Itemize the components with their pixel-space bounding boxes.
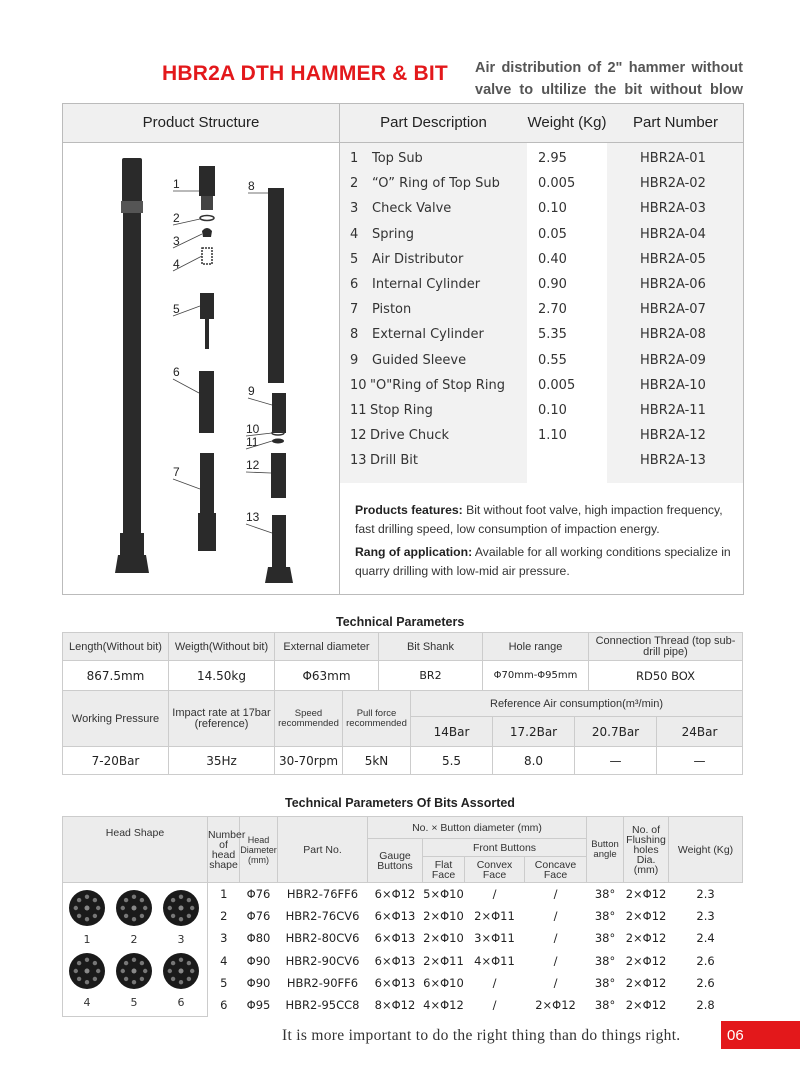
val-air20: — [575, 747, 657, 775]
th-front: Front Buttons [423, 839, 587, 857]
part-description: "O"Ring of Stop Ring [370, 377, 505, 393]
bit-convex: 2×Φ11 [465, 905, 525, 927]
bit-flushing: 2×Φ12 [624, 905, 669, 927]
val-connection: RD50 BOX [589, 661, 743, 691]
th-speed: Speed recommended [275, 691, 343, 747]
range-body: Available for all working conditions specialize in quarry drilling with low-mid air pressure. [355, 545, 731, 578]
th-p17: 17.2Bar [493, 717, 575, 747]
bit-flat: 6×Φ10 [423, 972, 465, 994]
val-pressure: 7-20Bar [63, 747, 169, 775]
bit-flat: 2×Φ10 [423, 905, 465, 927]
bit-part-no: HBR2-90FF6 [278, 972, 368, 994]
part-description: Drill Bit [370, 453, 418, 469]
bit-head-dia: Φ95 [240, 994, 278, 1016]
part-weight: 0.005 [538, 377, 576, 393]
part-number: HBR2A-09 [640, 352, 706, 368]
th-bit-shank: Bit Shank [379, 633, 483, 661]
part-description: “O” Ring of Top Sub [372, 176, 500, 192]
part-description: Piston [372, 302, 412, 318]
th-air: Reference Air consumption(m³/min) [411, 691, 743, 717]
th-flat: Flat Face [423, 857, 465, 883]
bit-flat: 2×Φ11 [423, 949, 465, 971]
bit-angle: 38° [587, 949, 624, 971]
bit-angle: 38° [587, 994, 624, 1016]
parts-table [340, 143, 743, 483]
part-number: HBR2A-12 [640, 428, 706, 444]
bit-head-dia: Φ80 [240, 927, 278, 949]
part-row [340, 248, 743, 273]
bit-flushing: 2×Φ12 [624, 883, 669, 905]
part-weight: 0.90 [538, 277, 567, 292]
bit-shape-no: 4 [208, 949, 240, 971]
bit-concave: / [525, 883, 587, 905]
th-part-no: Part No. [278, 817, 368, 883]
val-air24: — [657, 747, 743, 775]
bit-shape-no: 6 [208, 994, 240, 1016]
part-no: 3 [350, 201, 359, 217]
bit-part-no: HBR2-80CV6 [278, 927, 368, 949]
bit-weight: 2.6 [669, 949, 743, 971]
part-row [340, 323, 743, 348]
bit-gauge: 6×Φ13 [368, 927, 423, 949]
callout-6: 6 [173, 365, 180, 379]
bit-angle: 38° [587, 883, 624, 905]
part-description: Check Valve [372, 201, 452, 217]
part-description: Air Distributor [372, 251, 464, 267]
val-length: 867.5mm [63, 661, 169, 691]
head-shape-label: 5 [130, 996, 138, 1009]
bit-part-no: HBR2-90CV6 [278, 949, 368, 971]
features-body: Bit without foot valve, high impaction frequency, fast drilling speed, low consumption of impaction energy. [355, 503, 723, 536]
head-shape-label: 6 [177, 996, 185, 1009]
th-p24: 24Bar [657, 717, 743, 747]
part-weight: 2.70 [538, 302, 567, 318]
part-no: 11 [350, 403, 367, 418]
part-number: HBR2A-03 [640, 201, 706, 217]
bit-convex: 3×Φ11 [465, 927, 525, 949]
bit-row [63, 883, 743, 905]
callout-8: 8 [248, 179, 255, 193]
bit-part-no: HBR2-95CC8 [278, 994, 368, 1016]
bit-part-no: HBR2-76FF6 [278, 883, 368, 905]
th-impact: Impact rate at 17bar (reference) [169, 691, 275, 747]
bit-flat: 2×Φ10 [423, 927, 465, 949]
features-text [355, 501, 735, 539]
th-head-dia: Head Diameter (mm) [240, 817, 278, 883]
val-hole-range: Φ70mm-Φ95mm [483, 661, 589, 691]
bit-weight: 2.4 [669, 927, 743, 949]
page-title: HBR2A DTH HAMMER & BIT [162, 62, 448, 85]
part-row [340, 424, 743, 449]
part-weight: 0.10 [538, 201, 567, 217]
bit-weight: 2.6 [669, 972, 743, 994]
part-row [340, 197, 743, 222]
bit-shape-no: 2 [208, 905, 240, 927]
part-row [340, 374, 743, 399]
product-header [63, 104, 743, 143]
val-air14: 5.5 [411, 747, 493, 775]
header-note: Air distribution of 2" hammer without valve to ultilize the bit without blow [475, 60, 743, 98]
part-weight: 5.35 [538, 327, 567, 343]
th-concave: Concave Face [525, 857, 587, 883]
th-gauge: Gauge Buttons [368, 839, 423, 883]
part-description: Stop Ring [370, 403, 433, 418]
part-no: 5 [350, 251, 359, 267]
bits-title: Technical Parameters Of Bits Assorted [285, 796, 515, 810]
callout-12: 12 [246, 458, 260, 472]
part-number: HBR2A-11 [640, 403, 706, 418]
bits-table [62, 816, 743, 1017]
callout-1: 1 [173, 177, 180, 191]
callout-10: 10 [246, 422, 260, 436]
part-no: 1 [350, 151, 359, 166]
range-text [355, 543, 735, 581]
part-row [340, 449, 743, 474]
bit-concave: 2×Φ12 [525, 994, 587, 1016]
bit-gauge: 6×Φ13 [368, 905, 423, 927]
part-row [340, 273, 743, 298]
product-structure-drawing [63, 143, 339, 593]
header-description: Part Description [380, 114, 487, 131]
bit-gauge: 6×Φ13 [368, 972, 423, 994]
bit-concave: / [525, 972, 587, 994]
footer-motto: It is more important to do the right thing than do things right. [282, 1027, 681, 1044]
bit-weight: 2.8 [669, 994, 743, 1016]
part-weight: 0.10 [538, 403, 567, 418]
bit-head-dia: Φ90 [240, 949, 278, 971]
bit-angle: 38° [587, 905, 624, 927]
part-row [340, 298, 743, 323]
th-weight: Weigth(Without bit) [169, 633, 275, 661]
part-weight: 0.40 [538, 251, 567, 267]
part-weight: 0.05 [538, 226, 567, 242]
part-no: 4 [350, 226, 359, 242]
th-connection: Connection Thread (top sub-drill pipe) [589, 633, 743, 661]
val-bit-shank: BR2 [379, 661, 483, 691]
th-hole-range: Hole range [483, 633, 589, 661]
th-weight-kg: Weight (Kg) [669, 817, 743, 883]
callout-5: 5 [173, 302, 180, 316]
th-buttons: No. × Button diameter (mm) [368, 817, 587, 839]
bit-concave: / [525, 927, 587, 949]
val-weight: 14.50kg [169, 661, 275, 691]
part-row [340, 223, 743, 248]
part-weight: 2.95 [538, 151, 567, 166]
part-no: 7 [350, 302, 359, 318]
features-block [355, 501, 735, 581]
part-row [340, 399, 743, 424]
part-number: HBR2A-01 [640, 151, 706, 166]
bit-angle: 38° [587, 927, 624, 949]
bit-gauge: 6×Φ12 [368, 883, 423, 905]
part-description: Guided Sleeve [372, 352, 467, 368]
part-no: 8 [350, 327, 359, 343]
th-angle: Button angle [587, 817, 624, 883]
bit-flushing: 2×Φ12 [624, 927, 669, 949]
part-no: 13 [350, 453, 367, 469]
part-description: Internal Cylinder [372, 277, 481, 292]
tech-table [62, 632, 743, 691]
part-no: 9 [350, 352, 359, 368]
features-label: Products features: [355, 503, 463, 517]
bit-convex: 4×Φ11 [465, 949, 525, 971]
part-row [340, 172, 743, 197]
head-shape-label: 4 [83, 996, 91, 1009]
part-number: HBR2A-10 [640, 377, 706, 393]
header-part-number: Part Number [632, 114, 719, 131]
part-no: 2 [350, 176, 359, 192]
th-head-shape: Head Shape [63, 817, 208, 883]
part-number: HBR2A-06 [640, 277, 706, 292]
bit-shape-no: 1 [208, 883, 240, 905]
tech-table-2 [62, 690, 743, 775]
tech-title: Technical Parameters [336, 615, 465, 629]
part-number: HBR2A-07 [640, 302, 706, 318]
part-number: HBR2A-02 [640, 176, 706, 192]
part-row [340, 147, 743, 172]
head-shape-label: 3 [177, 933, 185, 946]
callout-7: 7 [173, 465, 180, 479]
head-shape-label: 1 [83, 933, 91, 946]
bit-weight: 2.3 [669, 905, 743, 927]
bit-flushing: 2×Φ12 [624, 949, 669, 971]
bit-head-dia: Φ76 [240, 905, 278, 927]
part-row [340, 349, 743, 374]
val-pull: 5kN [343, 747, 411, 775]
part-description: Spring [372, 226, 414, 242]
bit-convex: / [465, 994, 525, 1016]
bit-concave: / [525, 949, 587, 971]
part-weight: 0.005 [538, 176, 576, 192]
bit-shape-no: 3 [208, 927, 240, 949]
product-panel [62, 103, 744, 595]
th-p20: 20.7Bar [575, 717, 657, 747]
th-pull: Pull force recommended [343, 691, 411, 747]
val-air17: 8.0 [493, 747, 575, 775]
bit-flat: 4×Φ12 [423, 994, 465, 1016]
bit-concave: / [525, 905, 587, 927]
th-ext-diameter: External diameter [275, 633, 379, 661]
th-number: Number of head shape [208, 817, 240, 883]
part-description: Top Sub [372, 151, 423, 166]
th-convex: Convex Face [465, 857, 525, 883]
head-shape-images [63, 883, 208, 1017]
bit-head-dia: Φ90 [240, 972, 278, 994]
page-number: 06 [721, 1021, 800, 1049]
val-impact: 35Hz [169, 747, 275, 775]
bit-flushing: 2×Φ12 [624, 972, 669, 994]
bit-convex: / [465, 972, 525, 994]
bit-flushing: 2×Φ12 [624, 994, 669, 1016]
val-speed: 30-70rpm [275, 747, 343, 775]
bit-gauge: 6×Φ13 [368, 949, 423, 971]
th-length: Length(Without bit) [63, 633, 169, 661]
part-description: Drive Chuck [370, 428, 450, 444]
part-weight: 0.55 [538, 352, 567, 368]
bit-shape-no: 5 [208, 972, 240, 994]
part-weight: 1.10 [538, 428, 567, 444]
range-label: Rang of application: [355, 545, 473, 559]
th-p14: 14Bar [411, 717, 493, 747]
bit-flat: 5×Φ10 [423, 883, 465, 905]
part-number: HBR2A-08 [640, 327, 706, 343]
part-no: 12 [350, 428, 367, 444]
callout-9: 9 [248, 384, 255, 398]
bit-gauge: 8×Φ12 [368, 994, 423, 1016]
val-ext-diameter: Φ63mm [275, 661, 379, 691]
th-pressure: Working Pressure [63, 691, 169, 747]
part-no: 6 [350, 277, 359, 292]
callout-3: 3 [173, 234, 180, 248]
head-shape-label: 2 [130, 933, 138, 946]
bit-weight: 2.3 [669, 883, 743, 905]
callout-11: 11 [246, 435, 259, 449]
bit-part-no: HBR2-76CV6 [278, 905, 368, 927]
bit-head-dia: Φ76 [240, 883, 278, 905]
part-description: External Cylinder [372, 327, 484, 343]
th-flushing: No. of Flushing holes Dia. (mm) [624, 817, 669, 883]
callout-13: 13 [246, 510, 260, 524]
callout-2: 2 [173, 211, 180, 225]
part-number: HBR2A-04 [640, 226, 706, 242]
header-structure: Product Structure [142, 114, 260, 131]
bit-convex: / [465, 883, 525, 905]
header-weight: Weight (Kg) [527, 114, 607, 131]
bit-angle: 38° [587, 972, 624, 994]
part-no: 10 [350, 377, 367, 393]
callout-4: 4 [173, 257, 180, 271]
part-number: HBR2A-13 [640, 453, 706, 469]
part-number: HBR2A-05 [640, 251, 706, 267]
